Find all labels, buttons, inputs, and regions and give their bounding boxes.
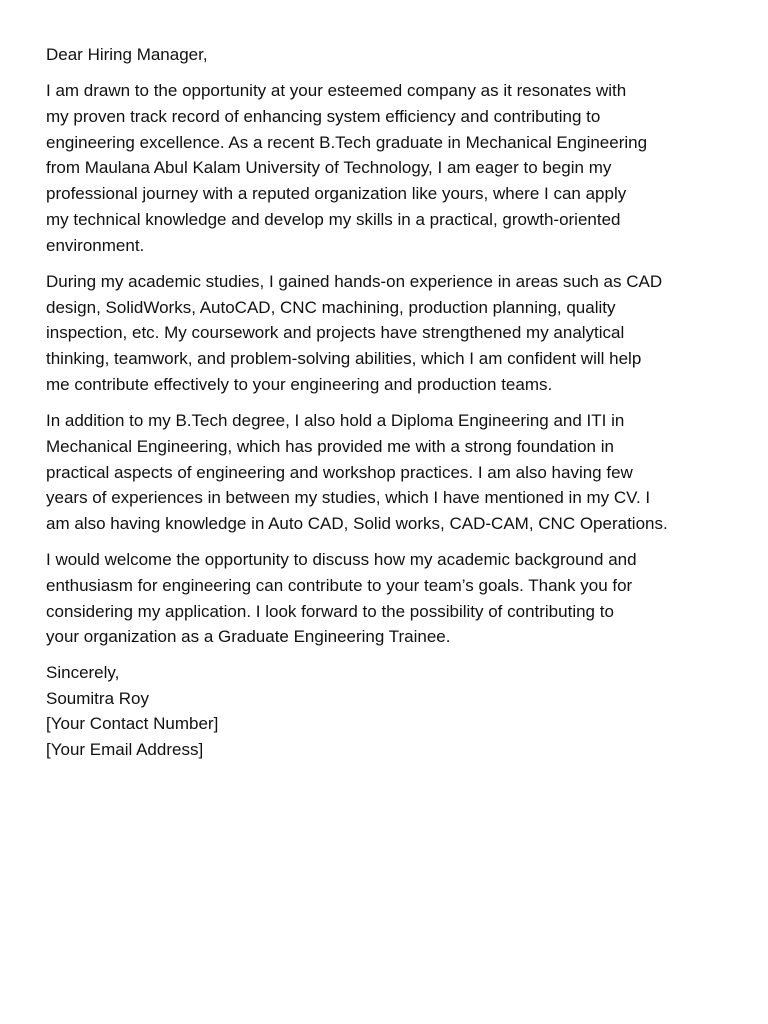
paragraph-line: considering my application. I look forward to the possibility of contributing to — [46, 601, 614, 621]
email-address-placeholder: [Your Email Address] — [46, 739, 204, 759]
paragraph-academic-studies — [46, 269, 746, 398]
paragraph-line: enthusiasm for engineering can contribute to your team’s goals. Thank you for — [46, 575, 633, 595]
paragraph-line: years of experiences in between my studies, which I have mentioned in my CV. I — [46, 488, 651, 508]
paragraph-line: environment. — [46, 235, 145, 255]
closing-signoff: Sincerely, — [46, 663, 120, 683]
letter-closing — [46, 660, 746, 762]
paragraph-line: am also having knowledge in Auto CAD, Solid works, CAD-CAM, CNC Operations. — [46, 514, 668, 534]
paragraph-line: me contribute effectively to your engineering and production teams. — [46, 374, 553, 394]
paragraph-line: In addition to my B.Tech degree, I also hold a Diploma Engineering and ITI in — [46, 410, 625, 430]
paragraph-line: design, SolidWorks, AutoCAD, CNC machining, production planning, quality — [46, 297, 616, 317]
letter-greeting: Dear Hiring Manager, — [46, 45, 208, 64]
paragraph-line: Mechanical Engineering, which has provided me with a strong foundation in — [46, 436, 614, 456]
paragraph-line: I am drawn to the opportunity at your esteemed company as it resonates with — [46, 80, 627, 100]
paragraph-line: engineering excellence. As a recent B.Tech graduate in Mechanical Engineering — [46, 132, 648, 152]
paragraph-intro — [46, 78, 746, 259]
paragraph-line: During my academic studies, I gained hands-on experience in areas such as CAD — [46, 271, 663, 291]
paragraph-line: from Maulana Abul Kalam University of Technology, I am eager to begin my — [46, 158, 612, 178]
paragraph-line: thinking, teamwork, and problem-solving abilities, which I am confident will help — [46, 349, 642, 369]
paragraph-qualifications — [46, 408, 746, 537]
contact-number-placeholder: [Your Contact Number] — [46, 714, 219, 734]
paragraph-line: my technical knowledge and develop my skills in a practical, growth-oriented — [46, 209, 621, 229]
paragraph-line: professional journey with a reputed organization like yours, where I can apply — [46, 184, 627, 204]
paragraph-line: I would welcome the opportunity to discuss how my academic background and — [46, 550, 637, 570]
paragraph-line: practical aspects of engineering and workshop practices. I am also having few — [46, 462, 633, 482]
paragraph-conclusion — [46, 547, 746, 650]
paragraph-line: inspection, etc. My coursework and projects have strengthened my analytical — [46, 323, 625, 343]
paragraph-line: my proven track record of enhancing system efficiency and contributing to — [46, 106, 601, 126]
paragraph-line: your organization as a Graduate Engineering Trainee. — [46, 627, 451, 647]
sender-name: Soumitra Roy — [46, 688, 149, 708]
cover-letter — [46, 42, 746, 762]
